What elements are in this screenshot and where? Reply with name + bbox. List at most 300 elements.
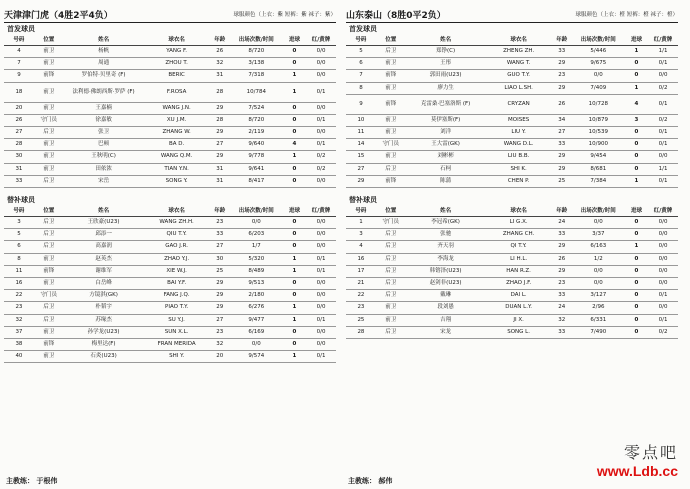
col-header-age: 年龄 [210, 206, 230, 217]
col-header-position: 位置 [376, 35, 406, 46]
cell-name: 赵英杰 [64, 253, 144, 265]
cell-name: 刘彬彬 [406, 151, 486, 163]
cell-goals: 0 [283, 127, 306, 139]
cell-number: 10 [346, 114, 376, 126]
cell-appearances: 8/720 [230, 114, 283, 126]
table-row [346, 302, 678, 314]
cell-name: 王嘉楠 [64, 102, 144, 114]
cell-appearances: 9/640 [230, 139, 283, 151]
cell-appearances: 6/276 [230, 302, 283, 314]
cell-goals: 0 [625, 127, 648, 139]
cell-position: 前卫 [376, 314, 406, 326]
cell-goals: 1 [625, 175, 648, 187]
cell-goals: 0 [283, 278, 306, 290]
cell-number: 6 [4, 241, 34, 253]
cell-goals: 0 [283, 339, 306, 351]
cell-goals: 0 [625, 217, 648, 229]
cell-age: 24 [552, 302, 572, 314]
cell-shirt-name: GAO J.R. [143, 241, 209, 253]
col-header-age: 年龄 [552, 35, 572, 46]
cell-name: 李冠希(GK) [406, 217, 486, 229]
cell-shirt-name: XIE W.J. [143, 265, 209, 277]
table-row [4, 46, 336, 58]
cell-goals: 0 [625, 265, 648, 277]
cell-name: 苏缘杰 [64, 314, 144, 326]
col-header-shirt-name: 球衣名 [143, 35, 209, 46]
table-row [4, 314, 336, 326]
col-header-shirt-name: 球衣名 [143, 206, 209, 217]
cell-position: 后卫 [376, 290, 406, 302]
cell-number: 20 [4, 102, 34, 114]
cell-name: 白岳峰 [64, 278, 144, 290]
cell-cards: 0/1 [648, 139, 678, 151]
cell-shirt-name: WANG Q.M. [143, 151, 209, 163]
cell-position: 前锋 [376, 175, 406, 187]
col-header-appearances: 出场次数/时间 [230, 206, 283, 217]
table-row [4, 229, 336, 241]
cell-age: 29 [552, 151, 572, 163]
table-header-row [346, 206, 678, 217]
cell-goals: 0 [283, 102, 306, 114]
col-header-position: 位置 [34, 206, 64, 217]
cell-position: 后卫 [376, 46, 406, 58]
cell-number: 8 [346, 82, 376, 94]
cell-name: 石柯 [406, 163, 486, 175]
cell-cards: 0/0 [306, 302, 336, 314]
cell-name: 法利德·佛朗西斯·罗萨 (F) [64, 82, 144, 102]
cell-name: 韩镕泽(U23) [406, 265, 486, 277]
cell-position: 前锋 [34, 339, 64, 351]
cell-goals: 1 [283, 70, 306, 82]
cell-cards: 0/0 [648, 278, 678, 290]
cell-goals: 0 [283, 175, 306, 187]
cell-name: 宋龙 [406, 326, 486, 338]
cell-name: 克雷桑·巴塞洛斯 (F) [406, 94, 486, 114]
table-row [346, 46, 678, 58]
cell-cards: 0/0 [306, 217, 336, 229]
cell-appearances: 0/0 [572, 265, 625, 277]
cell-position: 前卫 [34, 102, 64, 114]
team-header [346, 6, 678, 23]
cell-name: 王大雷(GK) [406, 139, 486, 151]
cell-goals: 1 [283, 253, 306, 265]
cell-cards: 0/2 [306, 163, 336, 175]
cell-name: 方镜淇(GK) [64, 290, 144, 302]
table-row [4, 326, 336, 338]
cell-age: 28 [210, 114, 230, 126]
cell-cards: 0/1 [648, 314, 678, 326]
cell-cards: 0/0 [306, 175, 336, 187]
cell-number: 28 [346, 326, 376, 338]
cell-cards: 0/0 [648, 151, 678, 163]
table-row [346, 175, 678, 187]
cell-cards: 0/1 [306, 253, 336, 265]
cell-appearances: 7/490 [572, 326, 625, 338]
cell-number: 23 [346, 302, 376, 314]
cell-age: 29 [210, 127, 230, 139]
cell-name: 段刘愚 [406, 302, 486, 314]
cell-age: 29 [210, 290, 230, 302]
cell-number: 27 [346, 163, 376, 175]
cell-appearances: 6/331 [572, 314, 625, 326]
cell-goals: 0 [283, 326, 306, 338]
cell-name: 张卫 [64, 127, 144, 139]
cell-appearances: 7/409 [572, 82, 625, 94]
cell-shirt-name: F.ROSA [143, 82, 209, 102]
table-row [346, 265, 678, 277]
col-header-number: 号码 [346, 206, 376, 217]
cell-name: 梅里达(F) [64, 339, 144, 351]
cell-number: 33 [4, 175, 34, 187]
cell-goals: 1 [283, 314, 306, 326]
cell-shirt-name: ZHAO Y.J. [143, 253, 209, 265]
cell-number: 9 [4, 70, 34, 82]
cell-shirt-name: BERIC [143, 70, 209, 82]
cell-goals: 0 [283, 163, 306, 175]
cell-shirt-name: PIAO T.Y. [143, 302, 209, 314]
col-header-appearances: 出场次数/时间 [230, 35, 283, 46]
col-header-name: 姓名 [406, 35, 486, 46]
cell-position: 前卫 [34, 58, 64, 70]
table-row [4, 217, 336, 229]
cell-cards: 0/0 [306, 339, 336, 351]
cell-appearances: 0/0 [572, 278, 625, 290]
cell-name: 刘洋 [406, 127, 486, 139]
cell-shirt-name: TIAN Y.N. [143, 163, 209, 175]
starters-table [346, 35, 678, 188]
cell-shirt-name: XU J.M. [143, 114, 209, 126]
cell-appearances: 10/728 [572, 94, 625, 114]
cell-age: 23 [552, 70, 572, 82]
cell-cards: 0/1 [306, 114, 336, 126]
cell-appearances: 0/0 [230, 217, 283, 229]
col-header-goals: 进球 [283, 206, 306, 217]
cell-appearances: 7/524 [230, 102, 283, 114]
cell-age: 34 [552, 114, 572, 126]
cell-age: 26 [552, 253, 572, 265]
home-coach: 主教练： 于根伟 [6, 477, 58, 485]
table-row [4, 265, 336, 277]
cell-cards: 0/0 [306, 278, 336, 290]
cell-age: 31 [210, 163, 230, 175]
subs-table [346, 206, 678, 339]
cell-appearances: 9/574 [230, 351, 283, 363]
table-header-row [4, 206, 336, 217]
col-header-age: 年龄 [210, 35, 230, 46]
cell-shirt-name: WANG ZH.H. [143, 217, 209, 229]
cell-cards: 0/0 [648, 302, 678, 314]
cell-position: 守门员 [34, 114, 64, 126]
table-row [4, 127, 336, 139]
table-row [4, 241, 336, 253]
cell-position: 前卫 [376, 302, 406, 314]
away-coach: 主教练： 郝伟 [348, 477, 393, 485]
cell-goals: 3 [625, 114, 648, 126]
cell-age: 31 [210, 175, 230, 187]
cell-age: 33 [552, 229, 572, 241]
cell-appearances: 6/169 [230, 326, 283, 338]
cell-age: 29 [552, 241, 572, 253]
cell-appearances: 5/446 [572, 46, 625, 58]
cell-goals: 0 [625, 70, 648, 82]
cell-age: 33 [552, 290, 572, 302]
cell-age: 29 [552, 265, 572, 277]
cell-position: 前卫 [376, 114, 406, 126]
cell-position: 守门员 [376, 217, 406, 229]
cell-age: 32 [210, 58, 230, 70]
cell-cards: 1/1 [648, 46, 678, 58]
table-row [346, 278, 678, 290]
table-row [4, 82, 336, 102]
cell-number: 32 [4, 314, 34, 326]
cell-age: 26 [210, 46, 230, 58]
cell-cards: 0/0 [306, 70, 336, 82]
cell-appearances: 9/477 [230, 314, 283, 326]
cell-age: 27 [210, 139, 230, 151]
col-header-cards: 红/黄牌 [648, 35, 678, 46]
cell-cards: 0/1 [306, 139, 336, 151]
cell-age: 29 [552, 163, 572, 175]
cell-name: 莫伊塞斯(F) [406, 114, 486, 126]
cell-number: 14 [346, 139, 376, 151]
cell-cards: 1/1 [648, 163, 678, 175]
cell-shirt-name: WANG T. [485, 58, 551, 70]
cell-number: 16 [346, 253, 376, 265]
cell-shirt-name: JI X. [485, 314, 551, 326]
table-row [4, 278, 336, 290]
cell-number: 11 [346, 127, 376, 139]
cell-position: 前卫 [376, 151, 406, 163]
cell-number: 6 [346, 58, 376, 70]
cell-age: 32 [210, 339, 230, 351]
cell-shirt-name: LI H.L. [485, 253, 551, 265]
cell-goals: 1 [283, 351, 306, 363]
kit-colors: 球服颜色（上衣：紫 短裤：紫 袜子：紫） [233, 12, 336, 18]
cell-number: 1 [346, 217, 376, 229]
cell-shirt-name: ZHENG ZH. [485, 46, 551, 58]
cell-name: 高嘉润 [64, 241, 144, 253]
cell-shirt-name: FANG J.Q. [143, 290, 209, 302]
cell-number: 23 [4, 302, 34, 314]
cell-appearances: 5/320 [230, 253, 283, 265]
cell-name: 王彤 [406, 58, 486, 70]
cell-shirt-name: WANG J.N. [143, 102, 209, 114]
cell-goals: 0 [625, 151, 648, 163]
cell-cards: 0/1 [648, 58, 678, 70]
cell-shirt-name: BA D. [143, 139, 209, 151]
cell-appearances: 0/0 [572, 70, 625, 82]
table-row [346, 151, 678, 163]
cell-goals: 0 [625, 229, 648, 241]
team-header [4, 6, 336, 23]
table-row [346, 253, 678, 265]
cell-position: 后卫 [34, 127, 64, 139]
cell-name: 田依浓 [64, 163, 144, 175]
cell-name: 陈蒲 [406, 175, 486, 187]
cell-goals: 1 [283, 265, 306, 277]
cell-position: 后卫 [376, 163, 406, 175]
cell-appearances: 3/127 [572, 290, 625, 302]
cell-position: 后卫 [34, 175, 64, 187]
table-row [4, 351, 336, 363]
cell-cards: 0/1 [306, 314, 336, 326]
table-row [4, 70, 336, 82]
cell-position: 后卫 [34, 229, 64, 241]
cell-appearances: 8/489 [230, 265, 283, 277]
table-row [4, 114, 336, 126]
subs-label: 替补球员 [7, 196, 35, 205]
cell-appearances: 8/417 [230, 175, 283, 187]
cell-cards: 0/0 [306, 326, 336, 338]
cell-shirt-name: ZHAO J.F. [485, 278, 551, 290]
cell-age: 23 [210, 326, 230, 338]
col-header-name: 姓名 [406, 206, 486, 217]
cell-cards: 0/0 [306, 102, 336, 114]
col-header-shirt-name: 球衣名 [485, 206, 551, 217]
table-row [346, 70, 678, 82]
cell-appearances: 9/778 [230, 151, 283, 163]
cell-cards: 0/0 [648, 217, 678, 229]
table-row [346, 217, 678, 229]
cell-cards: 0/1 [648, 94, 678, 114]
cell-number: 29 [346, 175, 376, 187]
cell-position: 后卫 [34, 217, 64, 229]
cell-number: 7 [346, 70, 376, 82]
cell-age: 26 [552, 94, 572, 114]
cell-age: 31 [210, 70, 230, 82]
cell-number: 7 [4, 58, 34, 70]
cell-goals: 0 [283, 114, 306, 126]
cell-goals: 0 [625, 302, 648, 314]
cell-age: 29 [552, 58, 572, 70]
cell-age: 27 [210, 241, 230, 253]
cell-appearances: 2/96 [572, 302, 625, 314]
cell-appearances: 10/539 [572, 127, 625, 139]
cell-number: 31 [4, 163, 34, 175]
cell-appearances: 1/2 [572, 253, 625, 265]
cell-shirt-name: LIU B.B. [485, 151, 551, 163]
cell-number: 30 [4, 151, 34, 163]
away-team-panel [346, 6, 678, 339]
cell-goals: 0 [283, 46, 306, 58]
cell-number: 8 [4, 253, 34, 265]
cell-age: 25 [210, 265, 230, 277]
cell-shirt-name: CHEN P. [485, 175, 551, 187]
table-row [346, 82, 678, 94]
cell-appearances: 10/879 [572, 114, 625, 126]
watermark [597, 440, 678, 479]
cell-name: 赵剑非(U23) [406, 278, 486, 290]
cell-age: 24 [552, 217, 572, 229]
cell-number: 37 [4, 326, 34, 338]
cell-age: 27 [210, 314, 230, 326]
cell-number: 11 [4, 265, 34, 277]
cell-age: 33 [552, 326, 572, 338]
table-header-row [4, 35, 336, 46]
cell-appearances: 9/513 [230, 278, 283, 290]
cell-position: 前卫 [34, 139, 64, 151]
cell-name: 谢维军 [64, 265, 144, 277]
cell-number: 28 [4, 139, 34, 151]
cell-position: 前卫 [34, 351, 64, 363]
cell-position: 前卫 [34, 253, 64, 265]
cell-goals: 1 [283, 151, 306, 163]
cell-number: 25 [346, 314, 376, 326]
cell-goals: 0 [283, 241, 306, 253]
cell-cards: 0/2 [648, 114, 678, 126]
cell-cards: 0/2 [306, 151, 336, 163]
cell-position: 守门员 [34, 290, 64, 302]
table-row [4, 302, 336, 314]
cell-appearances: 3/37 [572, 229, 625, 241]
cell-name: 徐嘉敏 [64, 114, 144, 126]
cell-cards: 0/0 [648, 70, 678, 82]
cell-appearances: 10/900 [572, 139, 625, 151]
cell-name: 郭田雨(U23) [406, 70, 486, 82]
subs-label: 替补球员 [349, 196, 377, 205]
cell-shirt-name: BAI Y.F. [143, 278, 209, 290]
team-title: 天津津门虎（4胜2平4负） [4, 10, 113, 21]
cell-appearances: 3/138 [230, 58, 283, 70]
cell-position: 前卫 [34, 326, 64, 338]
cell-cards: 0/0 [306, 127, 336, 139]
cell-number: 3 [4, 217, 34, 229]
cell-cards: 0/1 [648, 290, 678, 302]
cell-name: 郑铮(C) [406, 46, 486, 58]
col-header-cards: 红/黄牌 [648, 206, 678, 217]
cell-appearances: 9/454 [572, 151, 625, 163]
cell-name: 罗伯特·贝里奇 (F) [64, 70, 144, 82]
col-header-goals: 进球 [625, 35, 648, 46]
cell-age: 33 [552, 139, 572, 151]
cell-position: 后卫 [376, 241, 406, 253]
cell-position: 前锋 [376, 70, 406, 82]
cell-age: 29 [210, 151, 230, 163]
cell-position: 后卫 [376, 278, 406, 290]
cell-name: 王秋明(C) [64, 151, 144, 163]
cell-number: 15 [346, 151, 376, 163]
cell-number: 27 [4, 127, 34, 139]
col-header-number: 号码 [4, 206, 34, 217]
cell-goals: 0 [625, 290, 648, 302]
cell-appearances: 6/203 [230, 229, 283, 241]
cell-appearances: 7/318 [230, 70, 283, 82]
kit-colors: 球服颜色（上衣：橙 短裤：橙 袜子：橙） [575, 12, 678, 18]
cell-age: 29 [210, 302, 230, 314]
cell-position: 后卫 [376, 229, 406, 241]
table-row [346, 127, 678, 139]
table-row [346, 114, 678, 126]
cell-goals: 1 [625, 241, 648, 253]
cell-name: 王欣豪(U23) [64, 217, 144, 229]
cell-shirt-name: SONG Y. [143, 175, 209, 187]
cell-age: 33 [552, 46, 572, 58]
cell-shirt-name: FRAN MERIDA [143, 339, 209, 351]
cell-name: 石炎(U23) [64, 351, 144, 363]
table-row [346, 163, 678, 175]
cell-name: 周通 [64, 58, 144, 70]
cell-shirt-name: LI G.X. [485, 217, 551, 229]
cell-cards: 0/0 [648, 241, 678, 253]
cell-position: 后卫 [376, 253, 406, 265]
cell-position: 后卫 [376, 326, 406, 338]
cell-goals: 1 [283, 302, 306, 314]
cell-shirt-name: DUAN L.Y. [485, 302, 551, 314]
cell-appearances: 0/0 [230, 339, 283, 351]
col-header-position: 位置 [376, 206, 406, 217]
cell-cards: 0/0 [306, 46, 336, 58]
cell-appearances: 2/119 [230, 127, 283, 139]
